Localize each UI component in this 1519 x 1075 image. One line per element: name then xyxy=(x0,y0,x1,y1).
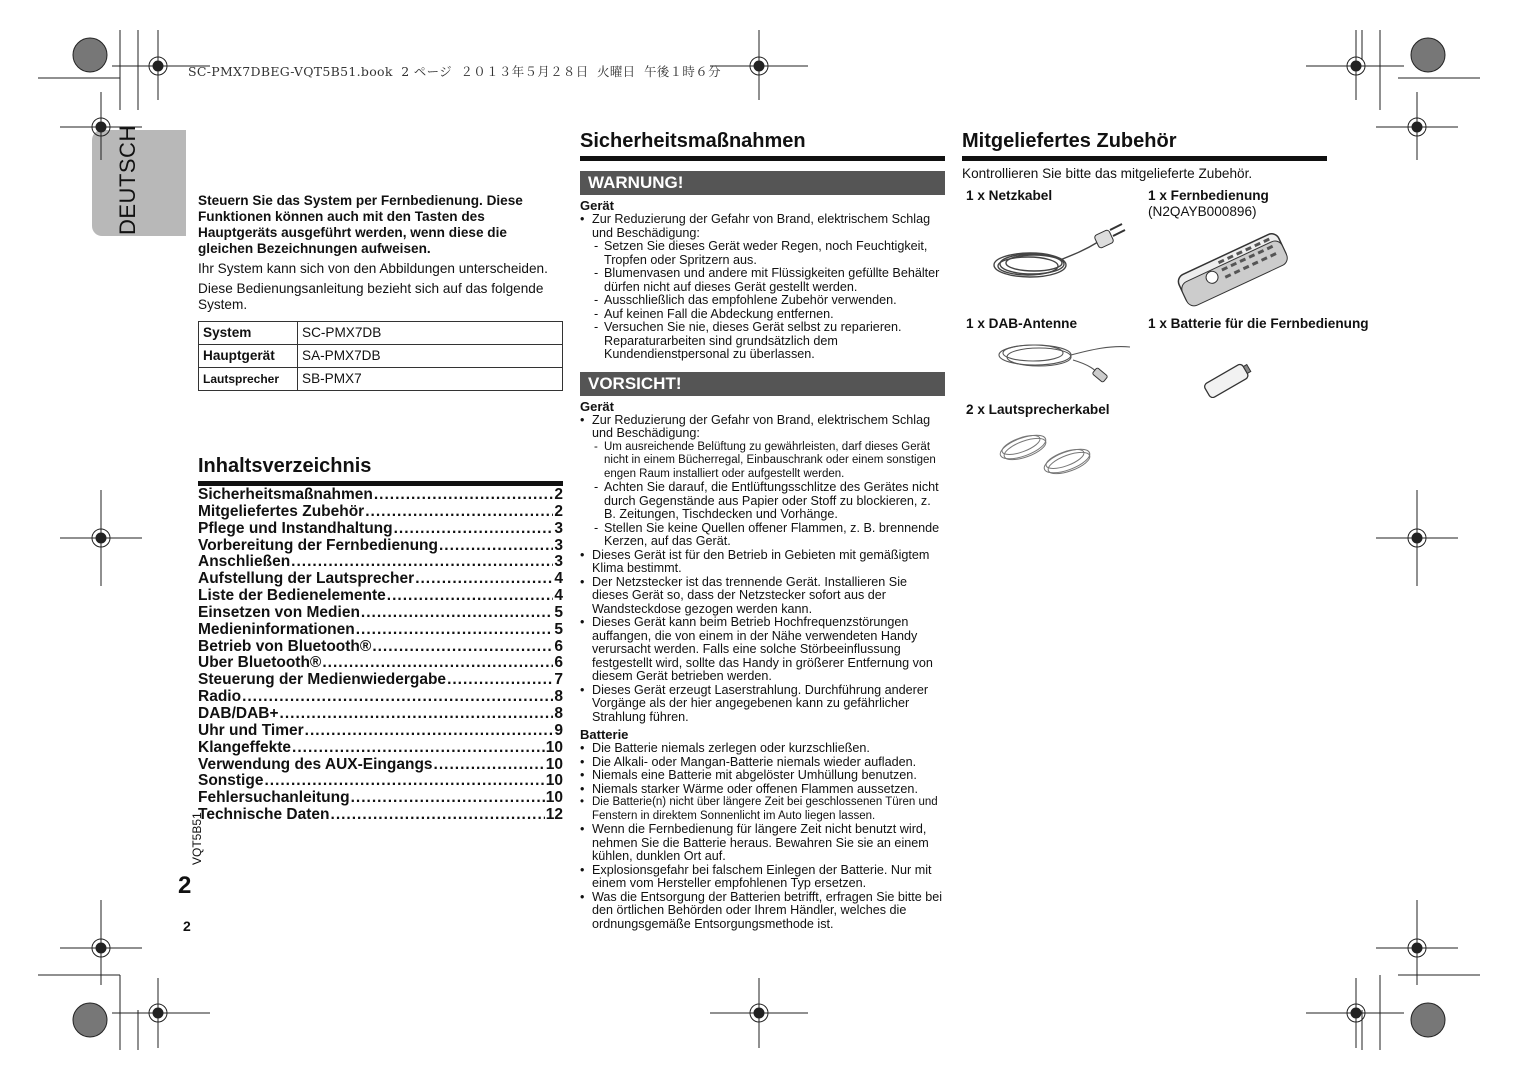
list-item: • Wenn die Fernbedienung für längere Zeit nicht benutzt wird, nehmen Sie die Batterie heraus. Bewahren Sie sie an einem kühlen, dunklen Ort auf. xyxy=(580,823,945,864)
table-key: System xyxy=(199,322,298,345)
table-value: SA-PMX7DB xyxy=(298,345,563,368)
intro-paragraph-1: Ihr System kann sich von den Abbildungen unterscheiden. xyxy=(198,261,548,276)
toc-entry-page: 9 xyxy=(554,722,563,739)
toc-entry-title: Aufstellung der Lautsprecher xyxy=(198,571,415,588)
toc-entry-title: Betrieb von Bluetooth® xyxy=(198,638,372,655)
toc-entry-title: Über Bluetooth® xyxy=(198,655,322,672)
toc-entry-page: 10 xyxy=(545,739,563,756)
list-item: • Was die Entsorgung der Batterien betrifft, erfragen Sie bitte bei den örtlichen Behörden oder Ihrem Händler, welches die ordnungsgemäße Entsorgungsmethode ist. xyxy=(580,891,945,932)
toc-entry-page: 2 xyxy=(554,503,563,520)
toc-entry-title: Pflege und Instandhaltung xyxy=(198,520,393,537)
accessory-name: 1 x Batterie für die Fernbedienung xyxy=(1148,316,1369,331)
table-value: SC-PMX7DB xyxy=(298,322,563,345)
toc-entry-page: 8 xyxy=(554,705,563,722)
toc-entry-page: 10 xyxy=(545,756,563,773)
intro-bold-text: Steuern Sie das System per Fernbedienung. Diese Funktionen können auch mit den Tasten des Hauptgeräts ausgeführt werden, wenn diese die gleichen Bezeichnungen aufweisen. xyxy=(198,193,523,256)
accessory-detail: (N2QAYB000896) xyxy=(1148,204,1257,219)
toc-entry-page: 12 xyxy=(545,807,563,824)
list-item: - Achten Sie darauf, die Entlüftungsschlitze des Gerätes nicht durch Gegenstände aus Papier oder Stoff zu blockieren, z. B. Zeitungen, Tischdecken und Vorhänge. xyxy=(592,481,945,522)
toc-entry-title: Uhr und Timer xyxy=(198,722,304,739)
accessory-name: 1 x Netzkabel xyxy=(966,188,1053,203)
toc-entry-page: 8 xyxy=(554,689,563,706)
toc-entry-title: Sicherheitsmaßnahmen xyxy=(198,487,373,503)
table-key: Hauptgerät xyxy=(199,345,298,368)
list-item: • Die Batterie niemals zerlegen oder kurzschließen. xyxy=(580,742,945,756)
safety-heading: Sicherheitsmaßnahmen xyxy=(580,130,945,161)
toc-entry-page: 5 xyxy=(554,604,563,621)
warning-sub-device: Gerät xyxy=(580,198,614,213)
toc-heading: Inhaltsverzeichnis xyxy=(198,455,563,486)
toc-entry-title: Fehlersuchanleitung xyxy=(198,790,350,807)
list-item: • Explosionsgefahr bei falschem Einlegen der Batterie. Nur mit einem vom Hersteller empfohlenen Typ ersetzen. xyxy=(580,864,945,891)
warning-banner: WARNUNG! xyxy=(580,171,945,195)
toc-entry-page: 10 xyxy=(545,773,563,790)
toc-entry-title: Verwendung des AUX-Eingangs xyxy=(198,756,433,773)
toc-entry-title: Mitgeliefertes Zubehör xyxy=(198,503,365,520)
list-item: • Dieses Gerät ist für den Betrieb in Gebieten mit gemäßigtem Klima bestimmt. xyxy=(580,549,945,576)
toc-entry-title: Klangeffekte xyxy=(198,739,292,756)
toc-entry-page: 3 xyxy=(554,554,563,571)
list-item: - Auf keinen Fall die Abdeckung entfernen. xyxy=(592,308,945,322)
list-item: - Ausschließlich das empfohlene Zubehör verwenden. xyxy=(592,294,945,308)
list-item: - Versuchen Sie nie, dieses Gerät selbst zu reparieren. Reparaturarbeiten sind grundsätzlich dem Kundendienstpersonal zu überlassen. xyxy=(592,321,945,362)
list-item: - Setzen Sie dieses Gerät weder Regen, noch Feuchtigkeit, Tropfen oder Spritzern aus. xyxy=(592,240,945,267)
list-item: • Die Batterie(n) nicht über längere Zeit bei geschlossenen Türen und Fenstern in direktem Sonnenlicht im Auto liegen lassen. xyxy=(580,796,945,823)
caution-sub-device: Gerät xyxy=(580,398,614,414)
toc-entry-page: 5 xyxy=(554,621,563,638)
toc-entry-page: 3 xyxy=(554,520,563,537)
caution-banner: VORSICHT! xyxy=(580,372,945,396)
accessory-name: 1 x DAB-Antenne xyxy=(966,316,1078,331)
caution-sub-battery: Batterie xyxy=(580,727,629,742)
language-tab-label: DEUTSCH xyxy=(115,125,140,235)
list-item: • Niemals starker Wärme oder offenen Flammen aussetzen. xyxy=(580,783,945,797)
table-value: SB-PMX7 xyxy=(298,368,563,391)
accessories-heading: Mitgeliefertes Zubehör xyxy=(962,130,1327,161)
list-item: • Die Alkali- oder Mangan-Batterie niemals wieder aufladen. xyxy=(580,756,945,770)
document-code: VQT5B51 xyxy=(190,812,204,865)
toc-entry-title: Liste der Bedienelemente xyxy=(198,588,386,605)
list-item: - Stellen Sie keine Quellen offener Flammen, z. B. brennende Kerzen, auf das Gerät. xyxy=(592,522,945,549)
toc-entry-page: 4 xyxy=(554,588,563,605)
list-item: • Niemals eine Batterie mit abgelöster Umhüllung benutzen. xyxy=(580,769,945,783)
toc-entry-page: 4 xyxy=(554,571,563,588)
list-item: • Dieses Gerät erzeugt Laserstrahlung. Durchführung anderer Vorgänge als der hier angegebenen kann zu gefährlicher Strahlung führen. xyxy=(580,684,945,725)
toc-entry-title: Vorbereitung der Fernbedienung xyxy=(198,537,438,554)
accessories-intro: Kontrollieren Sie bitte das mitgelieferte Zubehör. xyxy=(962,166,1253,181)
toc-entry-page: 6 xyxy=(554,638,563,655)
toc-entry-page: 7 xyxy=(554,672,563,689)
toc-entry-title: Einsetzen von Medien xyxy=(198,604,360,621)
accessory-name: 2 x Lautsprecherkabel xyxy=(966,402,1110,417)
toc-entry-title: Technische Daten xyxy=(198,807,330,824)
accessory-name: 1 x Fernbedienung xyxy=(1148,188,1269,203)
list-item: - Blumenvasen und andere mit Flüssigkeiten gefüllte Behälter dürfen nicht auf dieses Gerät gestellt werden. xyxy=(592,267,945,294)
toc-entry-page: 10 xyxy=(545,790,563,807)
list-item: • Dieses Gerät kann beim Betrieb Hochfrequenzstörungen auffangen, die von einem in der Nähe verwendeten Handy verursacht werden. Falls eine solche Störbeeinflussung festgestellt wird, sollte das Handy in größerer Entfernung von diesem Gerät betrieben werden. xyxy=(580,616,945,684)
toc-entry-page: 6 xyxy=(554,655,563,672)
intro-paragraph-2: Diese Bedienungsanleitung bezieht sich auf das folgende System. xyxy=(198,281,544,312)
page-number: 2 xyxy=(178,872,192,899)
list-item: • Der Netzstecker ist das trennende Gerät. Installieren Sie dieses Gerät so, dass der Netzstecker sofort aus der Wandsteckdose gezogen werden kann. xyxy=(580,576,945,617)
book-header-line: SC-PMX7DBEG-VQT5B51.book 2 ページ ２０１３年５月２８日 火曜日 午後１時６分 xyxy=(188,64,721,79)
list-item-text: Zur Reduzierung der Gefahr von Brand, elektrischem Schlag und Beschädigung: xyxy=(592,212,931,240)
list-item-text: Zur Reduzierung der Gefahr von Brand, elektrischem Schlag und Beschädigung: xyxy=(592,412,931,440)
toc-entry-title: Radio xyxy=(198,689,242,706)
page-number-small: 2 xyxy=(183,918,191,934)
toc-entry-title: DAB/DAB+ xyxy=(198,705,279,722)
toc-entry-page: 3 xyxy=(554,537,563,554)
toc-entry-title: Medieninformationen xyxy=(198,621,355,638)
toc-entry-title: Anschließen xyxy=(198,554,291,571)
list-item: - Um ausreichende Belüftung zu gewährleisten, darf dieses Gerät nicht in einem Bücherregal, Einbauschrank oder einem sonstigen engen Raum installiert oder aufgestellt werden. xyxy=(592,441,945,482)
table-key: Lautsprecher xyxy=(199,368,298,391)
toc-entry-title: Sonstige xyxy=(198,773,264,790)
toc-entry-page: 2 xyxy=(554,487,563,503)
toc-entry-title: Steuerung der Medienwiedergabe xyxy=(198,672,447,689)
